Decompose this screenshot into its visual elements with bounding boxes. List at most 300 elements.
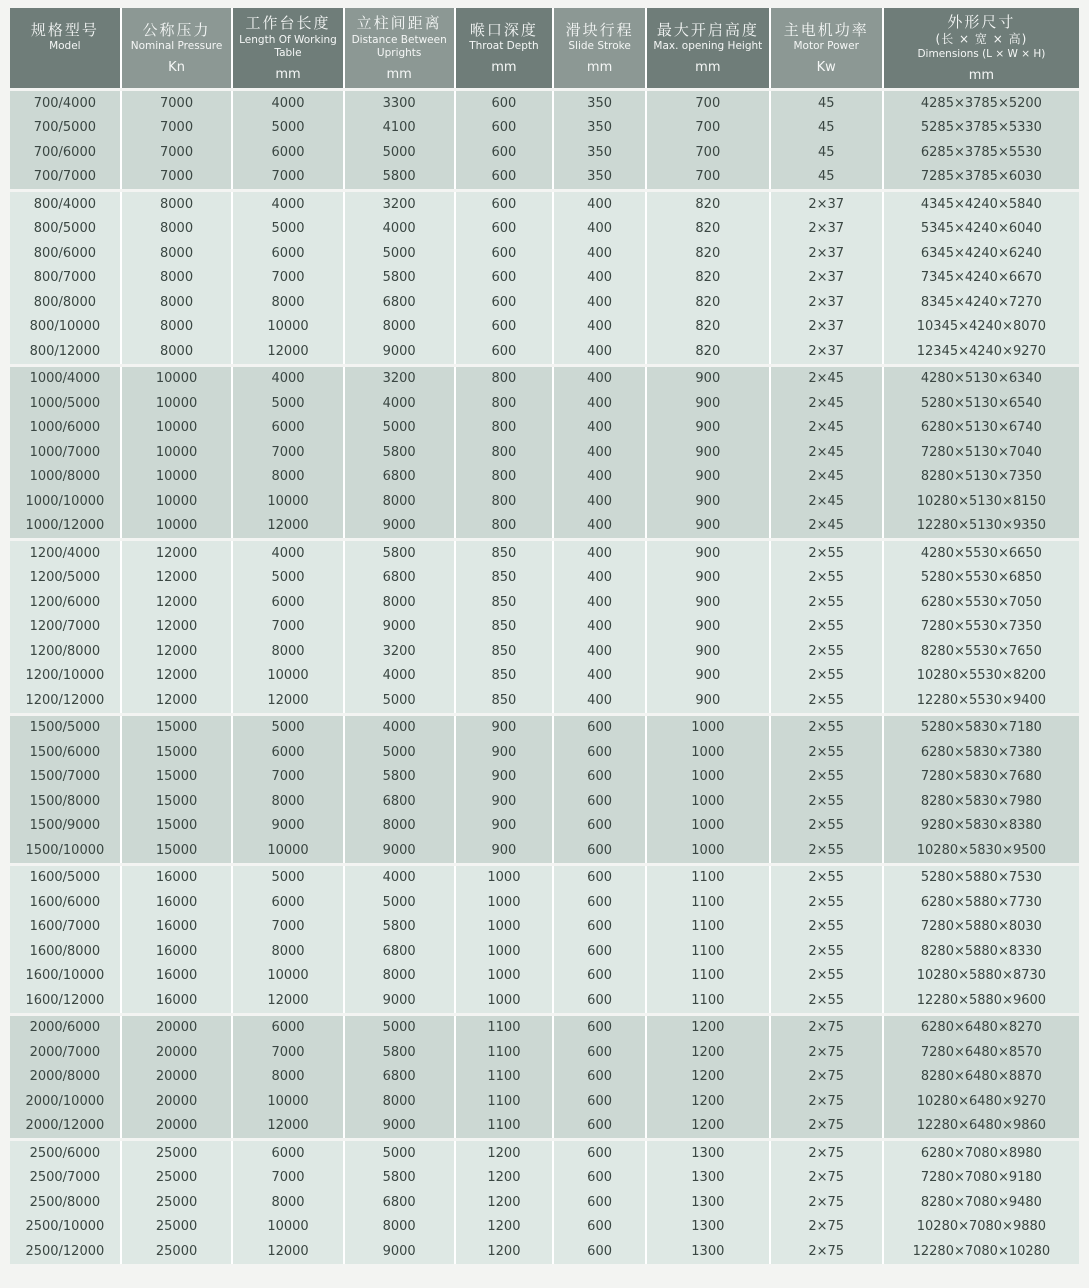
model-cell: 1200/8000 <box>10 639 122 664</box>
value-cell: 5000 <box>345 740 456 765</box>
value-cell: 5800 <box>345 541 456 566</box>
table-row <box>10 116 1079 141</box>
value-cell: 400 <box>554 639 647 664</box>
value-cell: 10000 <box>233 1215 344 1240</box>
value-cell: 16000 <box>122 866 234 891</box>
value-cell: 1000 <box>456 988 554 1013</box>
value-cell: 4000 <box>345 716 456 741</box>
value-cell: 5000 <box>345 1016 456 1041</box>
value-cell: 1200 <box>456 1215 554 1240</box>
value-cell: 5000 <box>233 866 344 891</box>
value-cell: 700 <box>647 165 770 190</box>
value-cell: 4000 <box>233 91 344 116</box>
row-group <box>10 192 1079 364</box>
value-cell: 3200 <box>345 192 456 217</box>
value-cell: 7000 <box>233 1166 344 1191</box>
value-cell: 8000 <box>345 964 456 989</box>
value-cell: 12000 <box>122 664 234 689</box>
value-cell: 7000 <box>233 915 344 940</box>
value-cell: 5000 <box>345 140 456 165</box>
value-cell: 900 <box>647 639 770 664</box>
value-cell: 4345×4240×5840 <box>884 192 1079 217</box>
table-row <box>10 339 1079 364</box>
value-cell: 5800 <box>345 440 456 465</box>
value-cell: 820 <box>647 315 770 340</box>
table-row <box>10 1215 1079 1240</box>
value-cell: 400 <box>554 541 647 566</box>
model-cell: 1200/6000 <box>10 590 122 615</box>
value-cell: 2×75 <box>771 1239 884 1264</box>
value-cell: 600 <box>554 765 647 790</box>
model-cell: 1200/5000 <box>10 566 122 591</box>
value-cell: 12280×5130×9350 <box>884 514 1079 539</box>
value-cell: 6280×5880×7730 <box>884 890 1079 915</box>
table-row <box>10 165 1079 190</box>
value-cell: 5800 <box>345 1166 456 1191</box>
value-cell: 1100 <box>647 866 770 891</box>
value-cell: 2×37 <box>771 290 884 315</box>
value-cell: 16000 <box>122 939 234 964</box>
value-cell: 10280×5130×8150 <box>884 489 1079 514</box>
value-cell: 12280×7080×10280 <box>884 1239 1079 1264</box>
column-header <box>233 8 344 88</box>
value-cell: 6000 <box>233 241 344 266</box>
value-cell: 400 <box>554 391 647 416</box>
value-cell: 8000 <box>233 789 344 814</box>
column-header-en: Model <box>49 40 81 53</box>
model-cell: 2000/8000 <box>10 1065 122 1090</box>
value-cell: 10000 <box>122 367 234 392</box>
value-cell: 850 <box>456 541 554 566</box>
value-cell: 8000 <box>122 192 234 217</box>
model-cell: 1500/10000 <box>10 838 122 863</box>
value-cell: 5800 <box>345 165 456 190</box>
row-group <box>10 866 1079 1013</box>
value-cell: 6800 <box>345 939 456 964</box>
value-cell: 20000 <box>122 1089 234 1114</box>
value-cell: 400 <box>554 266 647 291</box>
value-cell: 4100 <box>345 116 456 141</box>
value-cell: 350 <box>554 140 647 165</box>
model-cell: 2000/7000 <box>10 1040 122 1065</box>
column-header-en: Motor Power <box>793 40 859 53</box>
column-header-zh: 最大开启高度 <box>656 20 759 39</box>
value-cell: 8000 <box>233 1065 344 1090</box>
column-header-en: Distance Between Uprights <box>351 33 447 59</box>
value-cell: 12000 <box>122 688 234 713</box>
value-cell: 600 <box>554 988 647 1013</box>
value-cell: 25000 <box>122 1215 234 1240</box>
value-cell: 600 <box>554 740 647 765</box>
value-cell: 5800 <box>345 765 456 790</box>
value-cell: 1200 <box>647 1040 770 1065</box>
value-cell: 12280×5530×9400 <box>884 688 1079 713</box>
column-header-zh-sub: (长 × 宽 × 高) <box>935 31 1028 46</box>
value-cell: 1200 <box>456 1166 554 1191</box>
value-cell: 400 <box>554 688 647 713</box>
model-cell: 1600/7000 <box>10 915 122 940</box>
value-cell: 7345×4240×6670 <box>884 266 1079 291</box>
value-cell: 2×55 <box>771 590 884 615</box>
value-cell: 900 <box>647 541 770 566</box>
value-cell: 15000 <box>122 814 234 839</box>
table-row <box>10 789 1079 814</box>
value-cell: 2×55 <box>771 541 884 566</box>
value-cell: 1000 <box>647 814 770 839</box>
value-cell: 900 <box>647 514 770 539</box>
value-cell: 8345×4240×7270 <box>884 290 1079 315</box>
value-cell: 8000 <box>345 489 456 514</box>
model-cell: 2000/6000 <box>10 1016 122 1041</box>
value-cell: 5000 <box>345 1141 456 1166</box>
value-cell: 10000 <box>122 465 234 490</box>
value-cell: 2×37 <box>771 339 884 364</box>
model-cell: 800/5000 <box>10 217 122 242</box>
value-cell: 8280×7080×9480 <box>884 1190 1079 1215</box>
value-cell: 4285×3785×5200 <box>884 91 1079 116</box>
value-cell: 350 <box>554 165 647 190</box>
model-cell: 1200/7000 <box>10 615 122 640</box>
value-cell: 1000 <box>456 939 554 964</box>
value-cell: 4000 <box>233 541 344 566</box>
value-cell: 600 <box>456 116 554 141</box>
model-cell: 700/5000 <box>10 116 122 141</box>
value-cell: 400 <box>554 367 647 392</box>
value-cell: 20000 <box>122 1114 234 1139</box>
value-cell: 1000 <box>456 866 554 891</box>
table-row <box>10 939 1079 964</box>
value-cell: 800 <box>456 416 554 441</box>
value-cell: 7280×6480×8570 <box>884 1040 1079 1065</box>
value-cell: 10000 <box>233 1089 344 1114</box>
value-cell: 10000 <box>233 664 344 689</box>
table-row <box>10 1190 1079 1215</box>
value-cell: 400 <box>554 590 647 615</box>
value-cell: 900 <box>647 367 770 392</box>
value-cell: 5000 <box>233 566 344 591</box>
value-cell: 5800 <box>345 915 456 940</box>
value-cell: 7280×5530×7350 <box>884 615 1079 640</box>
value-cell: 8000 <box>122 217 234 242</box>
table-row <box>10 838 1079 863</box>
table-row <box>10 1166 1079 1191</box>
value-cell: 900 <box>647 440 770 465</box>
column-header-unit: mm <box>386 67 412 82</box>
model-cell: 1200/4000 <box>10 541 122 566</box>
model-cell: 700/6000 <box>10 140 122 165</box>
table-row <box>10 391 1079 416</box>
table-row <box>10 688 1079 713</box>
value-cell: 10280×5830×9500 <box>884 838 1079 863</box>
value-cell: 2×55 <box>771 566 884 591</box>
table-row <box>10 716 1079 741</box>
value-cell: 12000 <box>122 590 234 615</box>
value-cell: 4280×5130×6340 <box>884 367 1079 392</box>
value-cell: 600 <box>554 1040 647 1065</box>
value-cell: 3200 <box>345 367 456 392</box>
value-cell: 10000 <box>122 391 234 416</box>
value-cell: 12000 <box>233 688 344 713</box>
column-header-en: Slide Stroke <box>568 40 631 53</box>
table-header-row <box>10 8 1079 88</box>
model-cell: 800/6000 <box>10 241 122 266</box>
value-cell: 900 <box>647 664 770 689</box>
value-cell: 5280×5880×7530 <box>884 866 1079 891</box>
value-cell: 2×37 <box>771 266 884 291</box>
value-cell: 820 <box>647 266 770 291</box>
table-row <box>10 1114 1079 1139</box>
value-cell: 1000 <box>647 765 770 790</box>
value-cell: 12000 <box>122 639 234 664</box>
value-cell: 900 <box>647 688 770 713</box>
value-cell: 8280×6480×8870 <box>884 1065 1079 1090</box>
table-row <box>10 566 1079 591</box>
value-cell: 6000 <box>233 740 344 765</box>
value-cell: 1100 <box>456 1065 554 1090</box>
model-cell: 2500/12000 <box>10 1239 122 1264</box>
value-cell: 10000 <box>233 964 344 989</box>
value-cell: 2×75 <box>771 1040 884 1065</box>
value-cell: 900 <box>647 416 770 441</box>
value-cell: 1100 <box>456 1040 554 1065</box>
value-cell: 2×55 <box>771 814 884 839</box>
row-group <box>10 91 1079 189</box>
value-cell: 9000 <box>345 339 456 364</box>
table-row <box>10 241 1079 266</box>
value-cell: 2×45 <box>771 489 884 514</box>
value-cell: 7000 <box>233 765 344 790</box>
value-cell: 2×75 <box>771 1089 884 1114</box>
table-row <box>10 890 1079 915</box>
value-cell: 1200 <box>647 1114 770 1139</box>
table-row <box>10 91 1079 116</box>
value-cell: 6000 <box>233 140 344 165</box>
value-cell: 2×75 <box>771 1016 884 1041</box>
column-header-zh: 外形尺寸 <box>947 12 1016 31</box>
value-cell: 600 <box>554 838 647 863</box>
value-cell: 4000 <box>345 664 456 689</box>
value-cell: 6800 <box>345 290 456 315</box>
value-cell: 10280×7080×9880 <box>884 1215 1079 1240</box>
model-cell: 1500/5000 <box>10 716 122 741</box>
value-cell: 900 <box>456 838 554 863</box>
value-cell: 5800 <box>345 266 456 291</box>
value-cell: 600 <box>456 315 554 340</box>
value-cell: 1200 <box>647 1089 770 1114</box>
value-cell: 1100 <box>647 964 770 989</box>
column-header <box>884 8 1079 88</box>
table-row <box>10 465 1079 490</box>
column-header-en: Length Of Working Table <box>239 33 337 59</box>
value-cell: 12280×5880×9600 <box>884 988 1079 1013</box>
table-row <box>10 514 1079 539</box>
value-cell: 600 <box>456 266 554 291</box>
value-cell: 6280×5530×7050 <box>884 590 1079 615</box>
value-cell: 400 <box>554 241 647 266</box>
model-cell: 800/4000 <box>10 192 122 217</box>
model-cell: 1200/10000 <box>10 664 122 689</box>
column-header-zh: 主电机功率 <box>783 20 869 39</box>
value-cell: 2×55 <box>771 664 884 689</box>
value-cell: 16000 <box>122 964 234 989</box>
value-cell: 900 <box>647 465 770 490</box>
value-cell: 2×55 <box>771 615 884 640</box>
value-cell: 7000 <box>233 615 344 640</box>
value-cell: 2×75 <box>771 1114 884 1139</box>
value-cell: 20000 <box>122 1016 234 1041</box>
value-cell: 2×55 <box>771 939 884 964</box>
value-cell: 15000 <box>122 716 234 741</box>
value-cell: 4000 <box>345 391 456 416</box>
value-cell: 45 <box>771 165 884 190</box>
value-cell: 8000 <box>345 1089 456 1114</box>
column-header <box>647 8 770 88</box>
value-cell: 600 <box>456 241 554 266</box>
column-header-unit: mm <box>275 67 301 82</box>
value-cell: 2×45 <box>771 465 884 490</box>
value-cell: 16000 <box>122 988 234 1013</box>
table-row <box>10 590 1079 615</box>
value-cell: 2×55 <box>771 988 884 1013</box>
value-cell: 900 <box>456 740 554 765</box>
value-cell: 400 <box>554 290 647 315</box>
value-cell: 7280×7080×9180 <box>884 1166 1079 1191</box>
value-cell: 600 <box>554 866 647 891</box>
column-header <box>122 8 234 88</box>
column-header <box>456 8 554 88</box>
value-cell: 800 <box>456 367 554 392</box>
value-cell: 600 <box>554 915 647 940</box>
value-cell: 9000 <box>345 1114 456 1139</box>
value-cell: 20000 <box>122 1040 234 1065</box>
value-cell: 6000 <box>233 1141 344 1166</box>
table-row <box>10 1016 1079 1041</box>
value-cell: 45 <box>771 140 884 165</box>
value-cell: 7000 <box>233 1040 344 1065</box>
table-row <box>10 765 1079 790</box>
value-cell: 900 <box>647 489 770 514</box>
table-row <box>10 440 1079 465</box>
value-cell: 1300 <box>647 1190 770 1215</box>
table-row <box>10 541 1079 566</box>
value-cell: 5280×5530×6850 <box>884 566 1079 591</box>
model-cell: 2500/7000 <box>10 1166 122 1191</box>
column-header-en: Dimensions (L × W × H) <box>917 48 1046 61</box>
value-cell: 4280×5530×6650 <box>884 541 1079 566</box>
value-cell: 600 <box>554 1065 647 1090</box>
table-row <box>10 217 1079 242</box>
value-cell: 1300 <box>647 1239 770 1264</box>
value-cell: 12000 <box>233 514 344 539</box>
column-header-unit: mm <box>491 60 517 76</box>
value-cell: 1300 <box>647 1215 770 1240</box>
value-cell: 2×45 <box>771 514 884 539</box>
value-cell: 8000 <box>233 939 344 964</box>
value-cell: 12000 <box>122 541 234 566</box>
value-cell: 850 <box>456 566 554 591</box>
value-cell: 45 <box>771 116 884 141</box>
value-cell: 16000 <box>122 890 234 915</box>
value-cell: 7000 <box>233 266 344 291</box>
table-body <box>10 91 1079 1264</box>
column-header-zh: 滑块行程 <box>565 20 634 39</box>
table-row <box>10 740 1079 765</box>
value-cell: 2×55 <box>771 688 884 713</box>
value-cell: 10280×5530×8200 <box>884 664 1079 689</box>
value-cell: 350 <box>554 91 647 116</box>
value-cell: 600 <box>554 1089 647 1114</box>
column-header <box>554 8 647 88</box>
value-cell: 6000 <box>233 590 344 615</box>
spec-table <box>10 8 1079 1264</box>
column-header-unit: mm <box>586 60 613 76</box>
value-cell: 12000 <box>233 988 344 1013</box>
value-cell: 2×55 <box>771 740 884 765</box>
value-cell: 6800 <box>345 789 456 814</box>
value-cell: 400 <box>554 566 647 591</box>
value-cell: 600 <box>554 964 647 989</box>
value-cell: 600 <box>554 1190 647 1215</box>
value-cell: 1000 <box>647 789 770 814</box>
value-cell: 400 <box>554 339 647 364</box>
value-cell: 5000 <box>233 116 344 141</box>
table-row <box>10 315 1079 340</box>
table-row <box>10 664 1079 689</box>
value-cell: 10345×4240×8070 <box>884 315 1079 340</box>
table-row <box>10 866 1079 891</box>
table-row <box>10 988 1079 1013</box>
value-cell: 10000 <box>233 489 344 514</box>
value-cell: 5000 <box>345 688 456 713</box>
row-group <box>10 1141 1079 1264</box>
value-cell: 6345×4240×6240 <box>884 241 1079 266</box>
model-cell: 1500/6000 <box>10 740 122 765</box>
value-cell: 7000 <box>233 165 344 190</box>
value-cell: 6800 <box>345 465 456 490</box>
value-cell: 8000 <box>122 241 234 266</box>
column-header-en: Throat Depth <box>469 40 539 53</box>
model-cell: 1000/5000 <box>10 391 122 416</box>
model-cell: 1500/7000 <box>10 765 122 790</box>
value-cell: 5285×3785×5330 <box>884 116 1079 141</box>
value-cell: 5000 <box>233 217 344 242</box>
value-cell: 10280×6480×9270 <box>884 1089 1079 1114</box>
value-cell: 900 <box>456 814 554 839</box>
value-cell: 15000 <box>122 740 234 765</box>
value-cell: 820 <box>647 290 770 315</box>
value-cell: 5000 <box>233 716 344 741</box>
value-cell: 900 <box>647 391 770 416</box>
model-cell: 2000/10000 <box>10 1089 122 1114</box>
value-cell: 600 <box>456 339 554 364</box>
value-cell: 25000 <box>122 1166 234 1191</box>
value-cell: 3300 <box>345 91 456 116</box>
model-cell: 1000/7000 <box>10 440 122 465</box>
column-header-unit: Kw <box>816 60 836 76</box>
value-cell: 8000 <box>233 290 344 315</box>
value-cell: 400 <box>554 440 647 465</box>
value-cell: 4000 <box>345 217 456 242</box>
value-cell: 8000 <box>233 1190 344 1215</box>
value-cell: 6800 <box>345 1065 456 1090</box>
value-cell: 7000 <box>122 165 234 190</box>
value-cell: 400 <box>554 416 647 441</box>
value-cell: 2×45 <box>771 367 884 392</box>
value-cell: 8000 <box>233 465 344 490</box>
value-cell: 2×75 <box>771 1141 884 1166</box>
value-cell: 8000 <box>345 315 456 340</box>
value-cell: 1000 <box>456 915 554 940</box>
